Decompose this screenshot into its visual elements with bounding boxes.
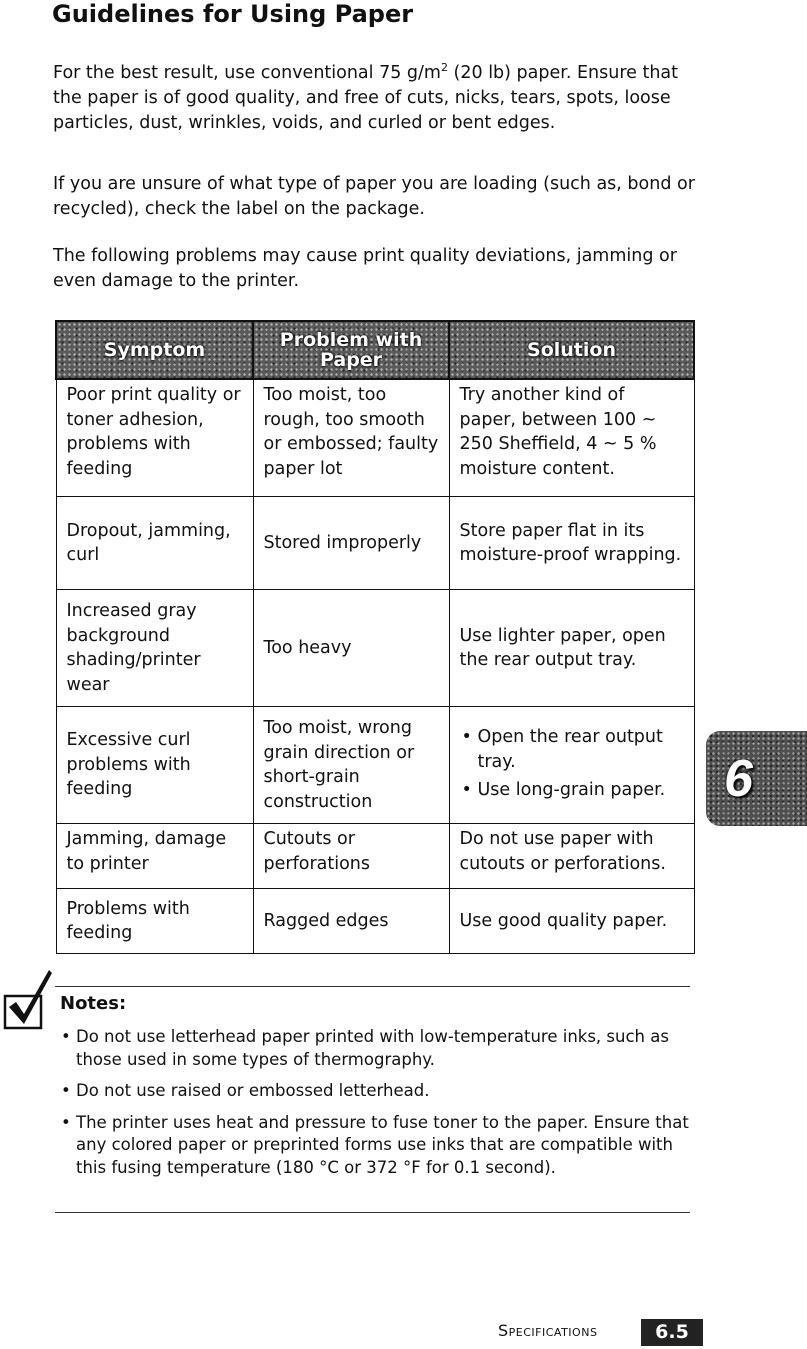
solution-cell: Use good quality paper. [449, 889, 694, 954]
solution-cell: Do not use paper with cutouts or perforations. [449, 824, 694, 889]
symptom-cell: Jamming, damage to printer [56, 824, 253, 889]
solution-cell: Store paper flat in its moisture-proof wrapping. [449, 497, 694, 590]
table-header-row [56, 321, 694, 379]
symptom-cell: Increased gray background shading/printer wear [56, 590, 253, 707]
paragraph-problems-intro: The following problems may cause print quality deviations, jamming or even damage to the printer. [53, 246, 677, 291]
footer-page-number: 6.5 [641, 1319, 703, 1346]
chapter-number: 6 [724, 749, 753, 808]
header-problem-with-paper: Problem with Paper [253, 321, 449, 379]
table-row [56, 379, 694, 497]
list-item: • Do not use raised or embossed letterhead. [60, 1080, 690, 1103]
chapter-tab [706, 731, 807, 826]
checkmark-note-icon [2, 966, 56, 1032]
page-title: Guidelines for Using Paper [52, 0, 414, 28]
header-symptom: Symptom [56, 321, 253, 379]
problem-cell: Too moist, too rough, too smooth or embossed; faulty paper lot [253, 379, 449, 497]
table-row [56, 497, 694, 590]
solution-cell [449, 707, 694, 824]
table-row [56, 824, 694, 889]
notes-divider-bottom [55, 1212, 690, 1213]
list-item: • Do not use letterhead paper printed with low-temperature inks, such as those used in some types of thermography. [60, 1026, 690, 1071]
table-row [56, 889, 694, 954]
problem-cell: Ragged edges [253, 889, 449, 954]
list-item: • The printer uses heat and pressure to fuse toner to the paper. Ensure that any colored paper or preprinted forms use inks that are compatible with this fusing temperature (180 °C or 372 °F for 0.1 second). [60, 1112, 690, 1180]
problem-cell: Too moist, wrong grain direction or short-grain construction [253, 707, 449, 824]
paragraph-paper-type: If you are unsure of what type of paper you are loading (such as, bond or recycled), check the label on the package. [53, 174, 695, 219]
problem-cell: Cutouts or perforations [253, 824, 449, 889]
table-row [56, 590, 694, 707]
notes-divider-top [55, 986, 690, 987]
solution-cell: Use lighter paper, open the rear output tray. [449, 590, 694, 707]
notes-title: Notes: [60, 993, 127, 1014]
table-row [56, 707, 694, 824]
solution-cell: Try another kind of paper, between 100 ~ 250 Sheffield, 4 ~ 5 % moisture content. [449, 379, 694, 497]
solution-bullet: • Use long-grain paper. [460, 778, 684, 803]
notes-list [60, 1026, 690, 1188]
problem-cell: Too heavy [253, 590, 449, 707]
header-solution: Solution [449, 321, 694, 379]
symptom-cell: Dropout, jamming, curl [56, 497, 253, 590]
symptom-cell: Problems with feeding [56, 889, 253, 954]
footer-section-label: Specifications [498, 1321, 598, 1340]
solution-bullet: • Open the rear output tray. [460, 725, 684, 774]
symptom-cell: Poor print quality or toner adhesion, problems with feeding [56, 379, 253, 497]
solution-bullet-list [460, 725, 684, 803]
paragraph-paper-weight: For the best result, use conventional 75 $g/m^2$ (20 lb) paper. Ensure that the paper is of good quality, and free of cuts, nicks, tears, spots, loose particles, dust, wrinkles, voids, and curled or bent edges. [53, 61, 679, 133]
paper-guidelines-table [55, 320, 695, 954]
problem-cell: Stored improperly [253, 497, 449, 590]
symptom-cell: Excessive curl problems with feeding [56, 707, 253, 824]
